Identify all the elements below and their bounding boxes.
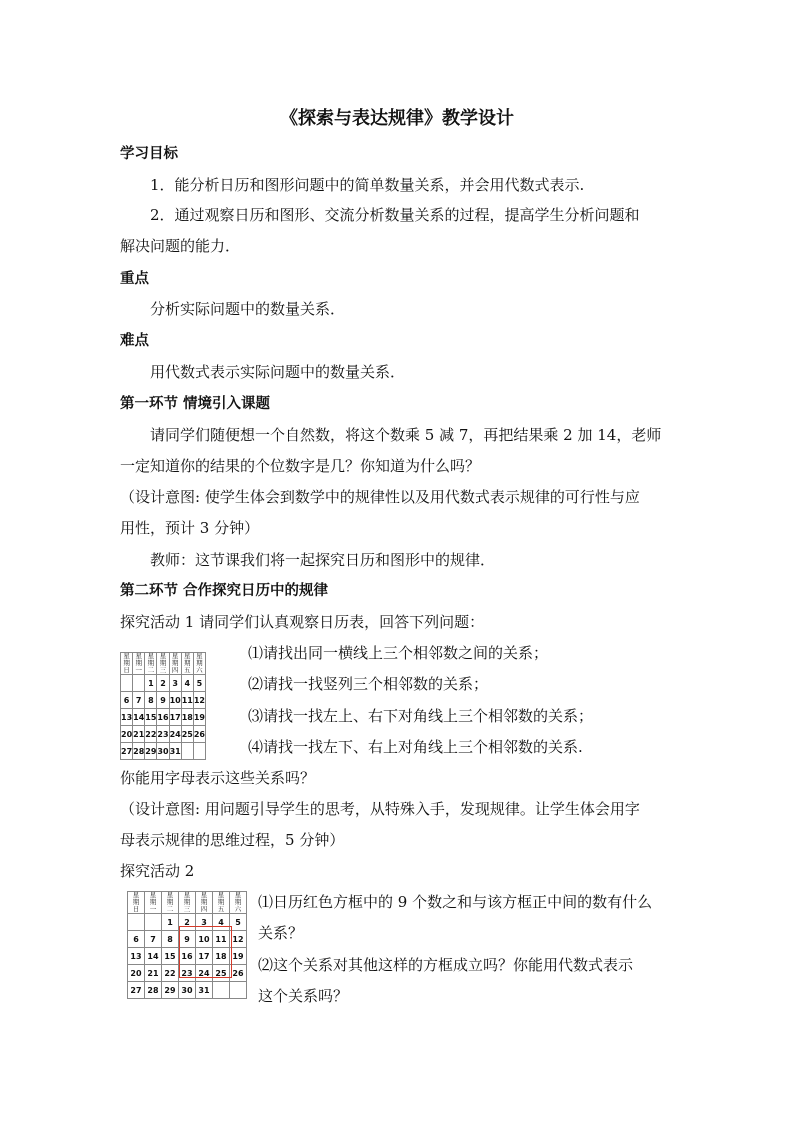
calendar-day-cell: 21	[133, 726, 145, 743]
activity1-note-line1: （设计意图: 用问题引导学生的思考，从特殊入手，发现规律。让学生体会用字	[120, 800, 640, 818]
calendar-day-cell: 22	[145, 726, 157, 743]
calendar-header-cell: 星 期 三	[157, 653, 169, 675]
activity2-question-2-line1: ⑵这个关系对其他这样的方框成立吗？你能用代数式表示	[258, 956, 634, 974]
calendar-day-cell: 15	[145, 709, 157, 726]
calendar-day-cell: 30	[157, 743, 169, 760]
calendar-activity2	[127, 891, 247, 999]
calendar-day-cell: 20	[121, 726, 133, 743]
objectives-heading: 学习目标	[120, 146, 178, 162]
activity2-question-2-line2: 这个关系吗？	[258, 987, 349, 1005]
calendar-day-cell: 31	[196, 982, 213, 999]
calendar-header-cell: 星 期 一	[145, 892, 162, 914]
calendar-day-cell: 14	[133, 709, 145, 726]
calendar-day-cell: 8	[162, 931, 179, 948]
calendar-day-cell: 20	[128, 965, 145, 982]
calendar-day-cell: 12	[230, 931, 247, 948]
calendar-day-cell: 28	[133, 743, 145, 760]
section1-paragraph-line2: 一定知道你的结果的个位数字是几？你知道为什么吗？	[120, 457, 481, 475]
calendar-day-cell: 12	[193, 692, 205, 709]
calendar-day-cell: 7	[145, 931, 162, 948]
calendar-header-cell: 星 期 三	[179, 892, 196, 914]
calendar-day-cell: 4	[213, 914, 230, 931]
calendar-day-cell: 31	[169, 743, 181, 760]
calendar-day-cell	[145, 914, 162, 931]
calendar-day-cell: 5	[193, 675, 205, 692]
calendar-day-cell: 25	[181, 726, 193, 743]
calendar-day-cell: 17	[169, 709, 181, 726]
activity2-question-1-line2: 关系？	[258, 924, 304, 942]
calendar-header-cell: 星 期 二	[145, 653, 157, 675]
key-point-text: 分析实际问题中的数量关系．	[150, 300, 346, 318]
activity2-intro: 探究活动 2	[120, 862, 195, 880]
calendar-day-cell: 22	[162, 965, 179, 982]
calendar-day-cell: 3	[169, 675, 181, 692]
section1-note-line2: 用性，预计 3 分钟）	[120, 519, 260, 537]
calendar-day-cell: 24	[169, 726, 181, 743]
calendar-header-cell: 星 期 日	[128, 892, 145, 914]
calendar-day-cell: 18	[213, 948, 230, 965]
calendar-day-cell: 8	[145, 692, 157, 709]
calendar-day-cell: 27	[128, 982, 145, 999]
calendar-header-cell: 星 期 二	[162, 892, 179, 914]
calendar-day-cell: 29	[162, 982, 179, 999]
activity1-question-4: ⑷请找一找左下、右上对角线上三个相邻数的关系.	[248, 738, 583, 756]
calendar-day-cell: 6	[121, 692, 133, 709]
activity1-intro: 探究活动 1 请同学们认真观察日历表，回答下列问题：	[120, 613, 485, 631]
calendar-day-cell: 30	[179, 982, 196, 999]
difficulty-heading: 难点	[120, 333, 149, 349]
calendar-day-cell: 2	[179, 914, 196, 931]
calendar-header-cell: 星 期 四	[196, 892, 213, 914]
calendar-day-cell: 10	[169, 692, 181, 709]
calendar-day-cell: 19	[230, 948, 247, 965]
calendar-day-cell: 9	[179, 931, 196, 948]
calendar-day-cell: 7	[133, 692, 145, 709]
section1-heading: 第一环节 情境引入课题	[120, 396, 271, 412]
calendar-day-cell: 26	[193, 726, 205, 743]
section1-paragraph-line1: 请同学们随便想一个自然数，将这个数乘 5 减 7，再把结果乘 2 加 14，老师	[150, 426, 662, 444]
calendar-day-cell: 17	[196, 948, 213, 965]
section1-note-line1: （设计意图: 使学生体会到数学中的规律性以及用代数式表示规律的可行性与应	[120, 488, 640, 506]
activity1-question-2: ⑵请找一找竖列三个相邻数的关系；	[248, 675, 489, 693]
calendar-day-cell: 24	[196, 965, 213, 982]
calendar-day-cell: 13	[128, 948, 145, 965]
calendar-day-cell: 6	[128, 931, 145, 948]
calendar-day-cell: 11	[181, 692, 193, 709]
red-highlight-box	[179, 926, 232, 978]
calendar-day-cell	[128, 914, 145, 931]
activity1-question-3: ⑶请找一找左上、右下对角线上三个相邻数的关系；	[248, 707, 594, 725]
calendar-day-cell: 11	[213, 931, 230, 948]
calendar-day-cell: 5	[230, 914, 247, 931]
calendar-header-cell: 星 期 五	[181, 653, 193, 675]
calendar-day-cell	[193, 743, 205, 760]
section2-heading: 第二环节 合作探究日历中的规律	[120, 583, 329, 599]
objective-2-line1: 2．通过观察日历和图形、交流分析数量关系的过程，提高学生分析问题和	[150, 206, 640, 224]
calendar-day-cell: 23	[157, 726, 169, 743]
calendar-day-cell: 14	[145, 948, 162, 965]
calendar-day-cell: 9	[157, 692, 169, 709]
objective-1: 1．能分析日历和图形问题中的简单数量关系，并会用代数式表示.	[150, 176, 585, 194]
calendar-day-cell: 29	[145, 743, 157, 760]
calendar-header-cell: 星 期 五	[213, 892, 230, 914]
calendar-day-cell	[133, 675, 145, 692]
activity1-note-line2: 母表示规律的思维过程，5 分钟）	[120, 831, 345, 849]
calendar-day-cell: 28	[145, 982, 162, 999]
calendar-header-cell: 星 期 六	[193, 653, 205, 675]
calendar-header-cell: 星 期 六	[230, 892, 247, 914]
calendar-day-cell: 26	[230, 965, 247, 982]
calendar-day-cell: 23	[179, 965, 196, 982]
calendar-day-cell: 18	[181, 709, 193, 726]
calendar-day-cell: 25	[213, 965, 230, 982]
calendar-day-cell: 1	[162, 914, 179, 931]
calendar-day-cell: 3	[196, 914, 213, 931]
difficulty-text: 用代数式表示实际问题中的数量关系．	[150, 363, 406, 381]
calendar-day-cell: 1	[145, 675, 157, 692]
activity2-question-1-line1: ⑴日历红色方框中的 9 个数之和与该方框正中间的数有什么	[258, 893, 653, 911]
calendar-day-cell: 27	[121, 743, 133, 760]
calendar-header-cell: 星 期 一	[133, 653, 145, 675]
activity1-ask: 你能用字母表示这些关系吗？	[120, 769, 316, 787]
activity1-question-1: ⑴请找出同一横线上三个相邻数之间的关系；	[248, 644, 549, 662]
calendar-day-cell	[213, 982, 230, 999]
objective-2-line2: 解决问题的能力．	[120, 237, 241, 255]
key-point-heading: 重点	[120, 271, 149, 287]
calendar-table	[120, 652, 206, 760]
section1-teacher: 教师：这节课我们将一起探究日历和图形中的规律．	[150, 551, 496, 569]
calendar-day-cell	[121, 675, 133, 692]
calendar-day-cell: 19	[193, 709, 205, 726]
calendar-day-cell	[230, 982, 247, 999]
calendar-day-cell: 16	[179, 948, 196, 965]
calendar-day-cell: 2	[157, 675, 169, 692]
calendar-header-cell: 星 期 四	[169, 653, 181, 675]
calendar-day-cell: 4	[181, 675, 193, 692]
calendar-day-cell: 10	[196, 931, 213, 948]
calendar-day-cell: 16	[157, 709, 169, 726]
calendar-day-cell	[181, 743, 193, 760]
calendar-day-cell: 13	[121, 709, 133, 726]
calendar-day-cell: 21	[145, 965, 162, 982]
calendar-day-cell: 15	[162, 948, 179, 965]
document-title: 《探索与表达规律》教学设计	[280, 108, 514, 129]
calendar-header-cell: 星 期 日	[121, 653, 133, 675]
